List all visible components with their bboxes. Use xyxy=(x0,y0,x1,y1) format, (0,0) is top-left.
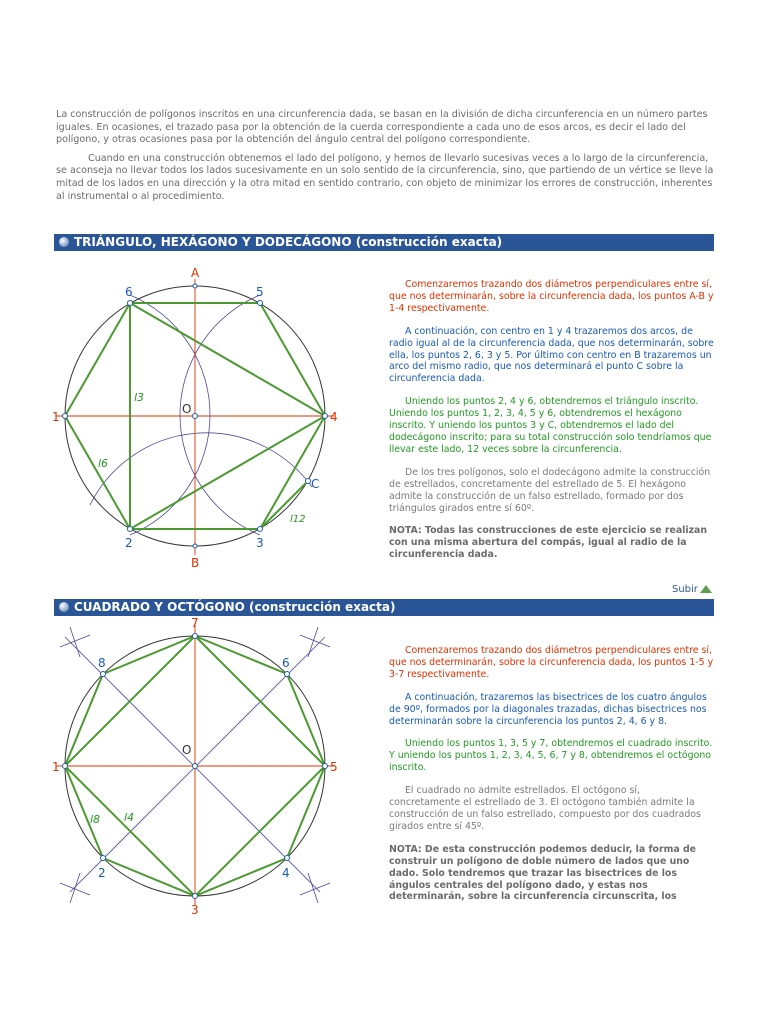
paragraph-blue: A continuación, trazaremos las bisectrices de los cuatro ángulos de 90º, formados por la diagonales trazadas, dichas bisectrices nos determinarán sobre la circunferencia los puntos 2, 4, 6 y 8. xyxy=(389,691,707,727)
subir-link[interactable] xyxy=(672,584,712,595)
label-2: 2 xyxy=(98,866,106,880)
construction-arc-right xyxy=(180,295,260,535)
section-header-square xyxy=(54,599,714,616)
paragraph-nota: NOTA: De esta construcción podemos deducir, la forma de construir un polígono de doble número de lados que uno dado. Solo tendremos que trazar las bisectrices de los ángulos centrales del polígono dado, y estas nos determinarán, sobre la circunferencia circunscrita, los xyxy=(389,843,697,903)
bullet-icon xyxy=(59,602,69,612)
label-4: 4 xyxy=(282,866,290,880)
label-5: 5 xyxy=(256,285,264,299)
label-6: 6 xyxy=(125,285,133,299)
label-4: 4 xyxy=(330,410,338,424)
label-1: 1 xyxy=(52,410,60,424)
intro-paragraph-1: La construcción de polígonos inscritos en una circunferencia dada, se basan en la división de dicha circunferencia en un número partes iguales. En ocasiones, el trazado pasa por la obtención de la cuerda correspondiente a cada uno de esos arcos, es decir el lado del polígono, y otras ocasiones pasa por la obtención del ángulo central del polígono correspondiente. xyxy=(56,109,708,146)
label-l6: l6 xyxy=(98,457,109,470)
label-7: 7 xyxy=(191,616,199,630)
paragraph-gray: De los tres polígonos, solo el dodecágono admite la construcción de estrellados, concretamente del estrellado de 5. El hexágono admite la construcción de un falso estrellado, formado por dos triángulos girados entre sí 60º. xyxy=(389,466,711,514)
paragraph-nota: NOTA: Todas las construcciones de este ejercicio se realizan con una misma abertura del compás, igual al radio de la circunferencia dada. xyxy=(389,525,708,561)
bullet-icon xyxy=(59,237,69,247)
label-1: 1 xyxy=(52,760,60,774)
section1-text xyxy=(389,279,714,572)
paragraph-green: Uniendo los puntos 2, 4 y 6, obtendremos el triángulo inscrito. Uniendo los puntos 1, 2, 3, 4, 5 y 6, obtendremos el hexágono inscrito. Y uniendo los puntos 3 y C, obtendremos el lado del dodecágono inscrito; para su total construcción solo tendríamos que llevar este lado, 12 veces sobre la circunferencia. xyxy=(389,396,712,455)
diagram-square-octagon xyxy=(50,615,350,915)
intro-paragraph-2: Cuando en una construcción obtenemos el lado del polígono, y hemos de llevarlo sucesivas veces a lo largo de la circunferencia, se aconseja no llevar todos los lados sucesivamente en un solo sentido de la circunferencia, sino, que partiendo de un vértice se lleve la mitad de los lados en una dirección y la otra mitad en sentido contrario, con objeto de minimizar los errores de construcción, inherentes al instrumental o al procedimiento. xyxy=(56,152,714,202)
paragraph-red: Comenzaremos trazando dos diámetros perpendiculares entre sí, que nos determinarán, sobre la circunferencia dada, los puntos A-B y 1-4 respectivamente. xyxy=(389,279,714,314)
section-title: CUADRADO Y OCTÓGONO (construcción exacta) xyxy=(74,600,396,614)
subir-label[interactable]: Subir xyxy=(672,584,698,595)
construction-arc-left xyxy=(130,295,210,535)
label-A: A xyxy=(191,266,200,280)
label-l8: l8 xyxy=(90,813,101,826)
paragraph-green: Uniendo los puntos 1, 3, 5 y 7, obtendremos el cuadrado inscrito. Y uniendo los puntos 1, 2, 3, 4, 5, 6, 7 y 8, obtendremos el octógono inscrito. xyxy=(389,738,713,774)
section-header-triangle xyxy=(54,234,714,251)
label-l4: l4 xyxy=(124,811,135,824)
label-5: 5 xyxy=(330,760,338,774)
label-O: O xyxy=(182,402,192,416)
label-C: C xyxy=(311,477,320,491)
label-B: B xyxy=(191,556,200,570)
label-6: 6 xyxy=(282,656,290,670)
paragraph-blue: A continuación, con centro en 1 y 4 trazaremos dos arcos, de radio igual al de la circunferencia dada, que nos determinarán, sobre ella, los puntos 2, 6, 3 y 5. Por último con centro en B trazaremos un arco del mismo radio, que nos determinará el punto C sobre la circunferencia dada. xyxy=(389,325,714,385)
paragraph-gray: El cuadrado no admite estrellados. El octógono sí, concretamente el estrellado de 3. El octógono también admite la construcción de un falso estrellado, compuesto por dos cuadrados girados entre sí 45º. xyxy=(389,785,701,832)
label-3: 3 xyxy=(256,536,264,550)
label-2: 2 xyxy=(125,536,133,550)
section-title: TRIÁNGULO, HEXÁGONO Y DODECÁGONO (construcción exacta) xyxy=(74,235,503,249)
label-3: 3 xyxy=(191,903,199,915)
intro-text xyxy=(56,109,716,203)
label-l12: l12 xyxy=(290,514,306,525)
label-8: 8 xyxy=(98,656,106,670)
diagram-triangle-hexagon xyxy=(50,265,350,575)
label-l3: l3 xyxy=(134,391,145,404)
paragraph-red: Comenzaremos trazando dos diámetros perpendiculares entre sí, que nos determinarán, sobre la circunferencia dada, los puntos 1-5 y 3-7 respectivamente. xyxy=(389,645,714,680)
section2-text xyxy=(389,645,714,914)
label-O: O xyxy=(182,743,192,757)
up-arrow-icon[interactable] xyxy=(700,585,712,593)
